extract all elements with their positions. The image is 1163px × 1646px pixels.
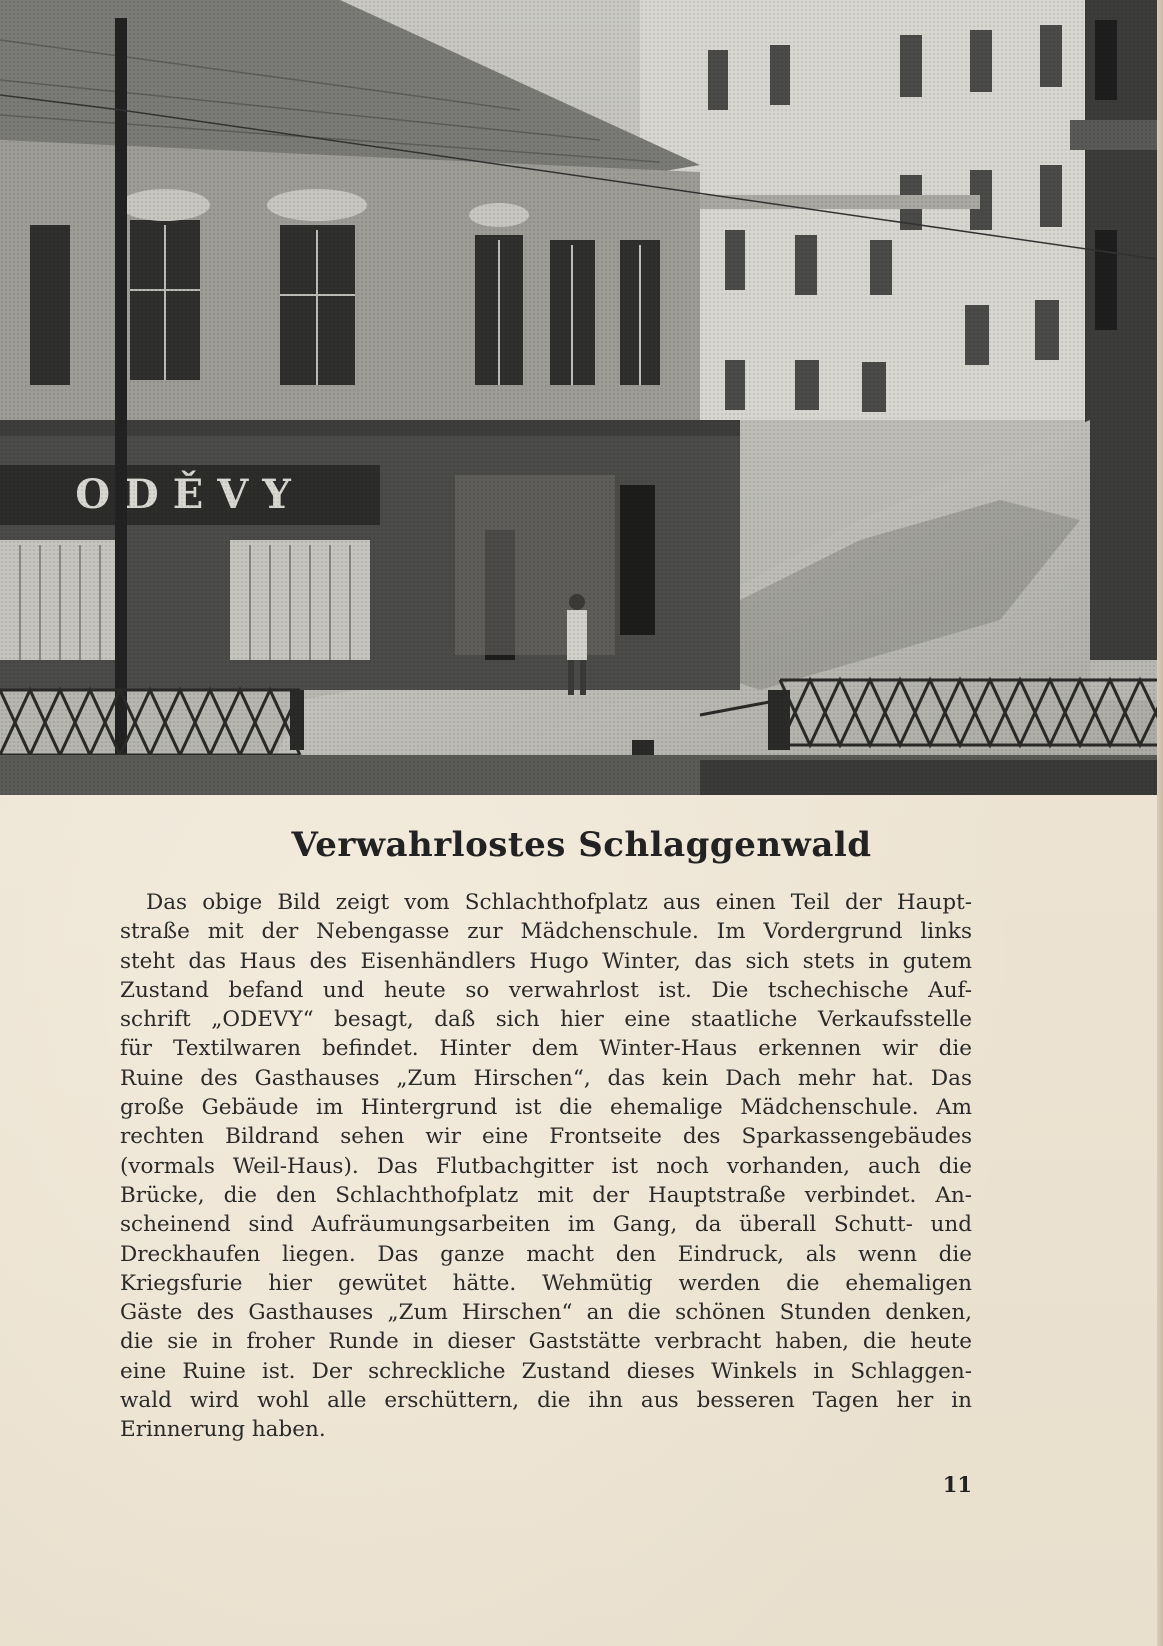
text-line: wald wird wohl alle erschüttern, die ihn aus besseren Tagen her in <box>120 1388 972 1414</box>
photo-illustration <box>0 0 1163 795</box>
article-body <box>120 888 972 1445</box>
text-line: rechten Bildrand sehen wir eine Frontseite des Sparkassengebäudes <box>120 1124 972 1150</box>
text-line: Das obige Bild zeigt vom Schlachthofplatz aus einen Teil der Haupt- <box>146 890 972 915</box>
text-line: Ruine des Gasthauses „Zum Hirschen“, das kein Dach mehr hat. Das <box>120 1065 972 1091</box>
text-line: Kriegsfurie hier gewütet hätte. Wehmütig werden die ehemaligen <box>120 1270 972 1296</box>
page-number: 11 <box>942 1472 972 1497</box>
page-edge <box>1157 0 1163 1646</box>
street-photograph <box>0 0 1163 795</box>
text-line: (vormals Weil-Haus). Das Flutbachgitter ist noch vorhanden, auch die <box>120 1153 972 1179</box>
text-line: Brücke, die den Schlachthofplatz mit der Hauptstraße verbindet. An- <box>120 1182 972 1208</box>
text-line: Erinnerung haben. <box>120 1417 326 1443</box>
text-line: eine Ruine ist. Der schreckliche Zustand dieses Winkels in Schlaggen- <box>120 1358 972 1384</box>
text-line: schrift „ODEVY“ besagt, daß sich hier eine staatliche Verkaufsstelle <box>120 1007 972 1033</box>
text-line: die sie in froher Runde in dieser Gaststätte verbracht haben, die heute <box>120 1329 972 1355</box>
text-line: Gäste des Gasthauses „Zum Hirschen“ an die schönen Stunden denken, <box>120 1300 972 1326</box>
text-line: große Gebäude im Hintergrund ist die ehemalige Mädchenschule. Am <box>120 1095 972 1121</box>
text-line: scheinend sind Aufräumungsarbeiten im Gang, da überall Schutt- und <box>120 1212 972 1238</box>
text-line: steht das Haus des Eisenhändlers Hugo Winter, das sich stets in gutem <box>120 948 972 974</box>
text-line: Zustand befand und heute so verwahrlost ist. Die tschechische Auf- <box>120 977 972 1003</box>
text-line: straße mit der Nebengasse zur Mädchenschule. Im Vordergrund links <box>120 919 972 945</box>
article-title: Verwahrlostes Schlaggenwald <box>291 825 872 865</box>
text-line: für Textilwaren befindet. Hinter dem Winter-Haus erkennen wir die <box>120 1036 972 1062</box>
text-line: Dreckhaufen liegen. Das ganze macht den Eindruck, als wenn die <box>120 1241 972 1267</box>
